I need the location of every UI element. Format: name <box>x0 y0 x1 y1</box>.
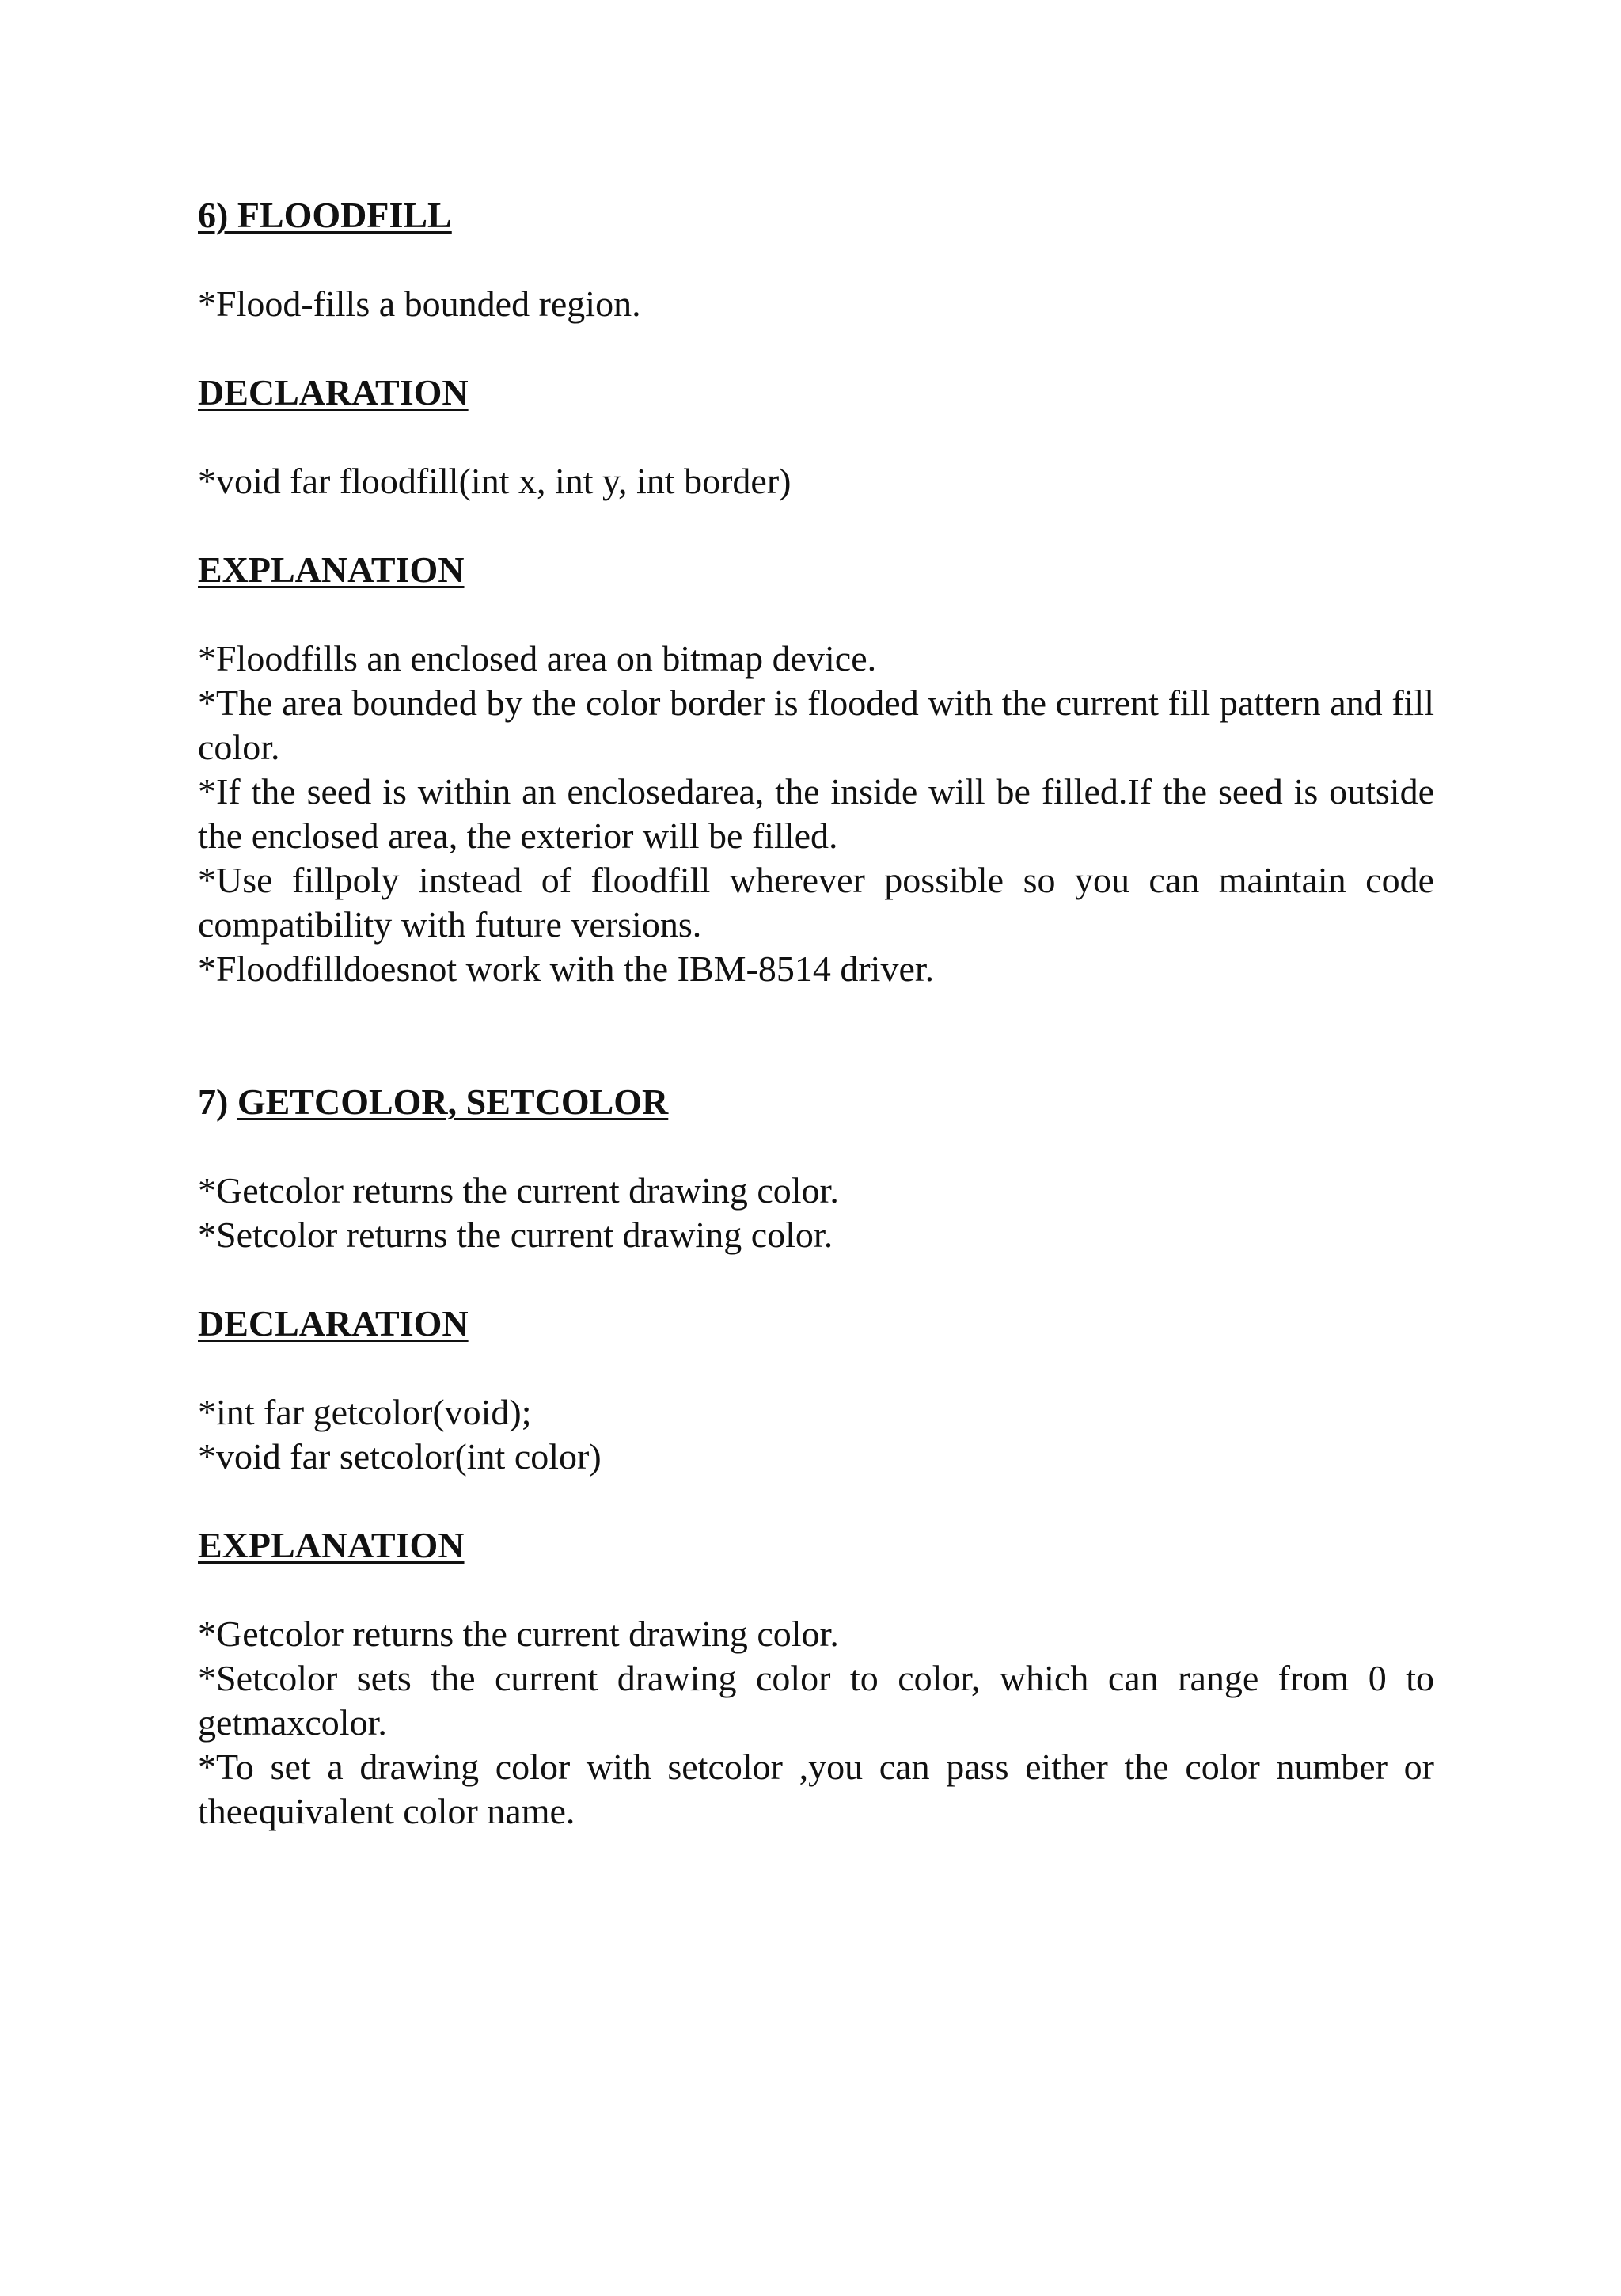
explanation-line: *Getcolor returns the current drawing color. <box>198 1614 839 1654</box>
declaration-line: *int far getcolor(void); <box>198 1392 532 1432</box>
explanation-line: *Use fillpoly instead of floodfill wherever possible so you can maintain code compatibility with future versions. <box>198 860 1434 945</box>
explanation-heading: EXPLANATION <box>198 549 465 590</box>
explanation-line: *The area bounded by the color border is flooded with the current fill pattern and fill color. <box>198 682 1434 767</box>
section-heading-floodfill: 6) FLOODFILL <box>198 195 452 235</box>
section-heading-getcolor-setcolor <box>198 1080 1434 1124</box>
section-description: *Flood-fills a bounded region. <box>198 283 641 324</box>
explanation-line: *If the seed is within an enclosedarea, the inside will be filled.If the seed is outside the enclosed area, the exterior will be filled. <box>198 771 1434 856</box>
explanation-line: *Floodfilldoesnot work with the IBM-8514 driver. <box>198 948 935 989</box>
declaration-line: *void far floodfill(int x, int y, int border) <box>198 461 792 501</box>
explanation-line: *Setcolor sets the current drawing color to color, which can range from 0 to getmaxcolor. <box>198 1658 1434 1743</box>
declaration-heading: DECLARATION <box>198 372 469 412</box>
declaration-heading: DECLARATION <box>198 1303 469 1344</box>
explanation-line: *To set a drawing color with setcolor ,you can pass either the color number or theequivalent color name. <box>198 1747 1434 1831</box>
section-number: 7) <box>198 1081 229 1122</box>
section-description: *Setcolor returns the current drawing color. <box>198 1215 833 1255</box>
explanation-heading: EXPLANATION <box>198 1525 465 1565</box>
explanation-line: *Floodfills an enclosed area on bitmap device. <box>198 638 877 679</box>
declaration-line: *void far setcolor(int color) <box>198 1436 602 1477</box>
section-title: GETCOLOR, SETCOLOR <box>237 1081 669 1122</box>
document-page <box>198 193 1434 1834</box>
section-description: *Getcolor returns the current drawing color. <box>198 1170 839 1211</box>
